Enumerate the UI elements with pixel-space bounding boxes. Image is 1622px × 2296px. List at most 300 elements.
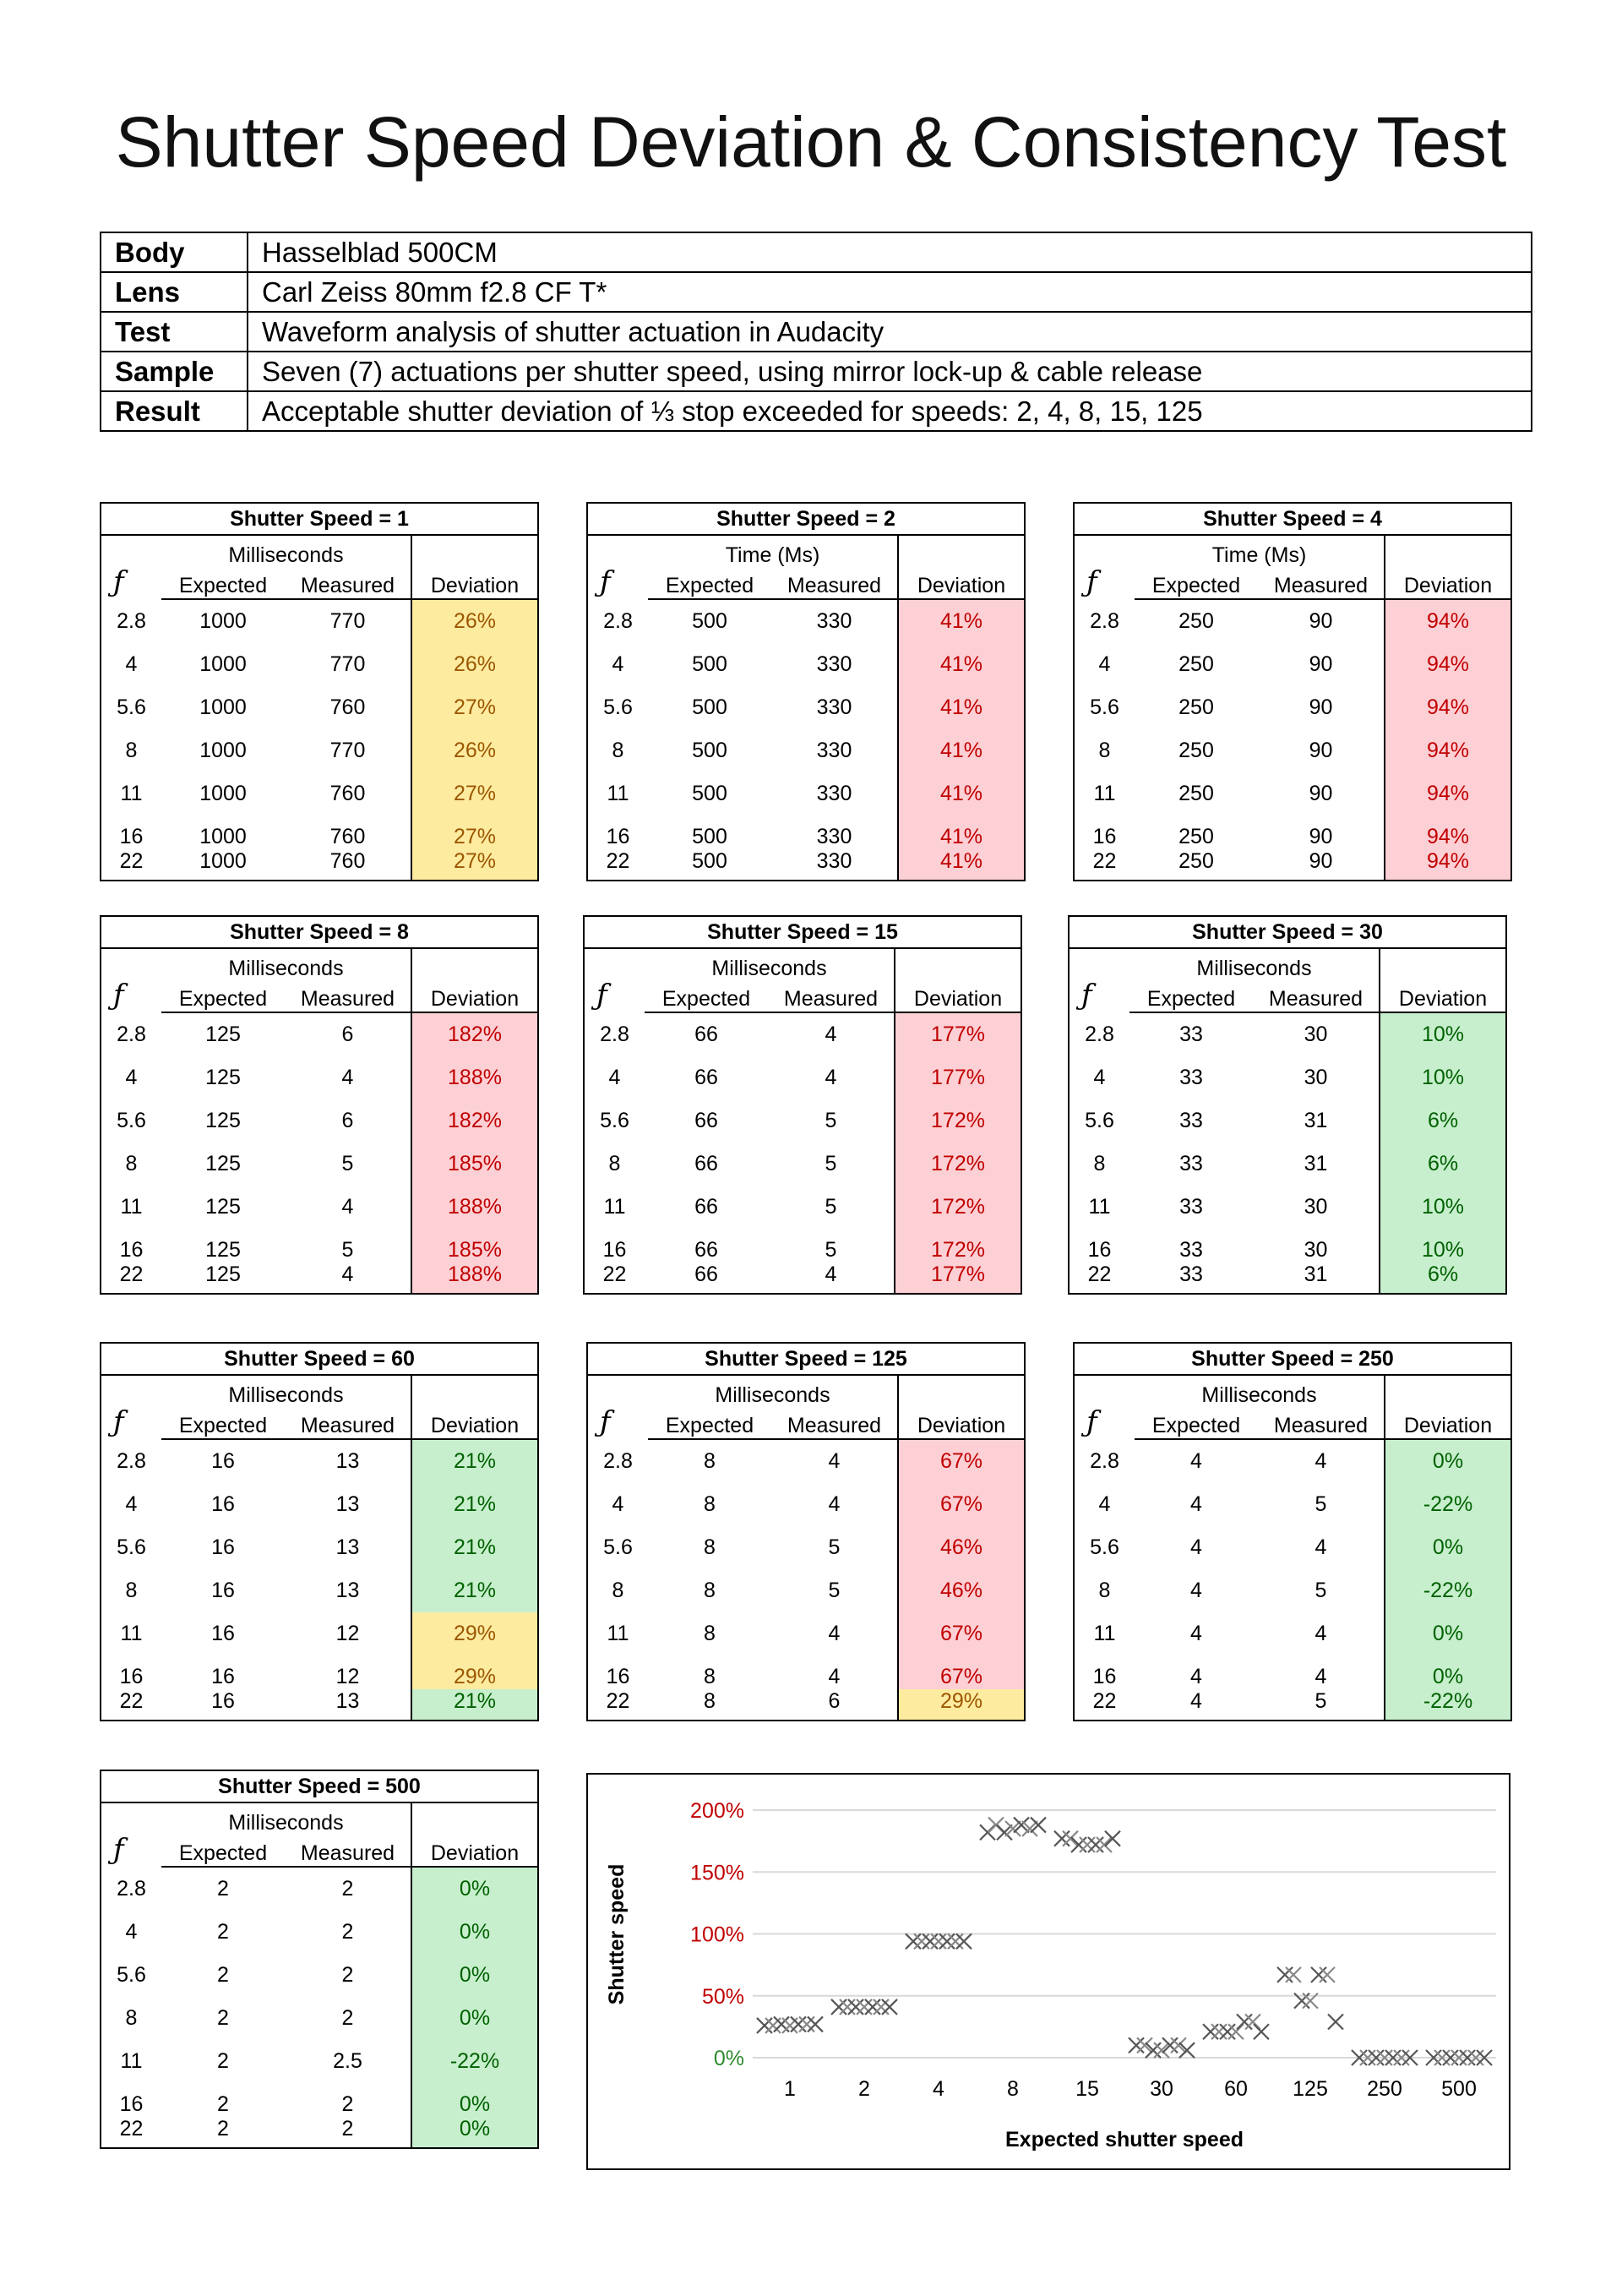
expected-cell: 1000 <box>199 739 247 762</box>
f-stop-cell: 2.8 <box>603 1448 633 1473</box>
expected-cell: 500 <box>692 609 727 633</box>
x-axis-title: Expected shutter speed <box>1004 2128 1244 2151</box>
measured-cell: 90 <box>1309 739 1333 762</box>
expected-cell: 8 <box>704 1665 716 1688</box>
f-stop-cell: 5.6 <box>1090 695 1119 719</box>
table-title: Shutter Speed = 4 <box>1074 503 1511 535</box>
deviation-cell: 94% <box>1385 643 1511 686</box>
expected-cell: 2 <box>217 1877 229 1901</box>
expected-cell: 66 <box>694 1238 718 1262</box>
expected-cell: 500 <box>692 652 727 676</box>
data-point-marker <box>923 1933 938 1949</box>
deviation-cell: 27% <box>411 815 538 849</box>
f-stop-cell: 16 <box>119 1238 144 1262</box>
f-stop-cell: 2.8 <box>603 608 633 633</box>
expected-cell: 4 <box>1190 1689 1202 1713</box>
expected-cell: 2 <box>217 1920 229 1944</box>
deviation-cell: 41% <box>898 643 1025 686</box>
measured-cell: 31 <box>1304 1109 1328 1132</box>
deviation-cell: -22% <box>1385 1483 1511 1526</box>
f-stop-cell: 16 <box>602 1238 627 1262</box>
f-stop-cell: 4 <box>125 1920 138 1944</box>
data-point-marker <box>939 1933 955 1949</box>
f-stop-cell: 22 <box>602 1263 627 1286</box>
f-stop-cell: 11 <box>120 782 143 805</box>
data-point-marker <box>1162 2037 1178 2053</box>
expected-cell: 33 <box>1179 1109 1203 1132</box>
measured-cell: 12 <box>335 1622 360 1645</box>
f-stop-cell: 5.6 <box>117 695 146 719</box>
expected-header: Expected <box>161 1835 285 1867</box>
f-stop-cell: 22 <box>119 1689 144 1713</box>
data-point-marker <box>948 1933 963 1949</box>
f-stop-header: ƒ <box>113 1405 124 1439</box>
expected-cell: 1000 <box>199 695 247 719</box>
expected-cell: 250 <box>1178 609 1214 633</box>
deviation-cell: 67% <box>898 1655 1025 1689</box>
expected-cell: 125 <box>205 1109 241 1132</box>
expected-cell: 4 <box>1190 1449 1202 1473</box>
expected-cell: 8 <box>704 1579 716 1602</box>
measured-cell: 760 <box>329 782 366 805</box>
measured-cell: 770 <box>329 609 366 633</box>
f-stop-cell: 8 <box>612 739 624 762</box>
info-key: Lens <box>101 272 248 312</box>
deviation-cell: 185% <box>411 1143 538 1186</box>
deviation-cell: 41% <box>898 729 1025 772</box>
data-point-marker <box>1129 2037 1144 2053</box>
speed-table <box>100 1342 539 1721</box>
measured-cell: 760 <box>329 825 366 848</box>
data-point-marker <box>1171 2037 1186 2053</box>
table-row <box>101 1911 538 1954</box>
expected-cell: 8 <box>704 1535 716 1559</box>
expected-header: Expected <box>1135 1408 1258 1439</box>
measured-cell: 30 <box>1304 1195 1328 1219</box>
expected-cell: 16 <box>211 1492 235 1516</box>
measured-header: Measured <box>771 568 898 599</box>
measured-cell: 2 <box>341 2092 354 2116</box>
f-stop-cell: 2.8 <box>117 1876 146 1901</box>
data-point-marker <box>1286 1967 1301 1982</box>
f-stop-cell: 4 <box>125 1492 138 1516</box>
f-stop-cell: 8 <box>125 1152 138 1175</box>
table-row <box>584 1229 1021 1263</box>
expected-cell: 8 <box>704 1449 716 1473</box>
data-point-marker <box>1237 2015 1252 2030</box>
table-row <box>101 849 538 881</box>
table-row <box>101 1569 538 1612</box>
f-stop-cell: 16 <box>119 825 144 848</box>
table-row <box>1069 1263 1506 1294</box>
info-key: Test <box>101 312 248 352</box>
data-point-marker <box>1311 1967 1326 1982</box>
measured-cell: 4 <box>1314 1665 1327 1688</box>
f-stop-header: ƒ <box>113 1833 124 1867</box>
expected-cell: 16 <box>211 1579 235 1602</box>
data-point-marker <box>1228 2024 1244 2039</box>
data-point-marker <box>1154 2042 1169 2058</box>
info-value: Acceptable shutter deviation of ⅓ stop exceeded for speeds: 2, 4, 8, 15, 125 <box>248 391 1532 431</box>
measured-cell: 90 <box>1309 825 1333 848</box>
measured-cell: 30 <box>1304 1023 1328 1046</box>
measured-cell: 31 <box>1304 1263 1328 1286</box>
measured-cell: 6 <box>828 1689 841 1713</box>
deviation-cell: 27% <box>411 686 538 729</box>
deviation-header: Deviation <box>1385 568 1511 599</box>
expected-cell: 33 <box>1179 1195 1203 1219</box>
table-row <box>587 729 1025 772</box>
f-stop-header: ƒ <box>596 979 607 1012</box>
data-point-marker <box>831 1999 846 2015</box>
info-value: Carl Zeiss 80mm f2.8 CF T* <box>248 272 1532 312</box>
measured-cell: 90 <box>1309 695 1333 719</box>
speed-table <box>1073 1342 1512 1721</box>
f-stop-cell: 4 <box>125 1066 138 1089</box>
data-point-marker <box>1063 1831 1078 1846</box>
info-value: Waveform analysis of shutter actuation in Audacity <box>248 312 1532 352</box>
expected-cell: 125 <box>205 1023 241 1046</box>
measured-header: Measured <box>1253 981 1380 1012</box>
y-tick-label: 100% <box>690 1922 744 1947</box>
measured-cell: 4 <box>1314 1535 1327 1559</box>
f-stop-cell: 8 <box>125 2006 138 2030</box>
info-row-lens <box>101 272 1532 312</box>
deviation-cell: 0% <box>1385 1439 1511 1483</box>
f-stop-cell: 11 <box>1088 1195 1111 1219</box>
measured-cell: 5 <box>828 1535 841 1559</box>
measured-cell: 5 <box>1314 1492 1327 1516</box>
table-row <box>1069 1056 1506 1099</box>
table-row <box>1069 1012 1506 1056</box>
expected-header: Expected <box>1129 981 1253 1012</box>
measured-header: Measured <box>285 568 411 599</box>
measured-cell: 5 <box>341 1152 354 1175</box>
unit-label: Time (Ms) <box>1211 543 1307 567</box>
expected-cell: 125 <box>205 1152 241 1175</box>
expected-cell: 66 <box>694 1023 718 1046</box>
table-row <box>1074 643 1511 686</box>
deviation-cell: 41% <box>898 599 1025 643</box>
expected-cell: 2 <box>217 1963 229 1987</box>
table-title: Shutter Speed = 60 <box>101 1343 538 1375</box>
data-point-marker <box>1320 1967 1335 1982</box>
f-stop-cell: 4 <box>608 1066 621 1089</box>
measured-cell: 330 <box>816 782 852 805</box>
data-point-marker <box>1071 1837 1086 1852</box>
data-point-marker <box>840 1999 855 2015</box>
deviation-chart-svg <box>588 1775 1509 2168</box>
deviation-cell: 27% <box>411 849 538 881</box>
f-stop-cell: 2.8 <box>1090 608 1119 633</box>
measured-header: Measured <box>1258 1408 1385 1439</box>
table-row <box>1074 599 1511 643</box>
x-tick-label: 500 <box>1441 2077 1477 2101</box>
measured-cell: 6 <box>341 1023 354 1046</box>
expected-cell: 4 <box>1190 1665 1202 1688</box>
deviation-cell: 41% <box>898 772 1025 815</box>
x-tick-label: 125 <box>1293 2077 1328 2101</box>
f-stop-cell: 8 <box>1098 1579 1111 1602</box>
f-stop-cell: 11 <box>1093 782 1116 805</box>
table-row <box>584 1143 1021 1186</box>
unit-label: Time (Ms) <box>725 543 820 567</box>
table-title: Shutter Speed = 1 <box>101 503 538 535</box>
data-point-marker <box>874 1999 889 2015</box>
f-stop-cell: 16 <box>606 1665 630 1688</box>
deviation-cell: 6% <box>1380 1143 1506 1186</box>
f-stop-cell: 22 <box>119 849 144 873</box>
deviation-header-spacer <box>1385 1375 1511 1408</box>
deviation-cell: 0% <box>411 1911 538 1954</box>
info-row-body <box>101 232 1532 272</box>
expected-header: Expected <box>648 1408 771 1439</box>
f-stop-cell: 4 <box>1098 652 1111 676</box>
measured-cell: 330 <box>816 739 852 762</box>
deviation-header: Deviation <box>411 1408 538 1439</box>
f-stop-cell: 4 <box>612 652 624 676</box>
unit-label: Milliseconds <box>711 957 827 980</box>
table-row <box>587 1439 1025 1483</box>
data-point-marker <box>1137 2037 1152 2053</box>
measured-cell: 4 <box>341 1066 354 1089</box>
deviation-cell: 21% <box>411 1689 538 1721</box>
expected-cell: 500 <box>692 739 727 762</box>
table-row <box>101 815 538 849</box>
x-tick-label: 1 <box>784 2077 796 2101</box>
deviation-cell: 67% <box>898 1439 1025 1483</box>
measured-cell: 5 <box>825 1195 837 1219</box>
deviation-cell: -22% <box>1385 1569 1511 1612</box>
measured-cell: 760 <box>329 695 366 719</box>
f-stop-cell: 4 <box>1098 1492 1111 1516</box>
f-stop-cell: 8 <box>125 1579 138 1602</box>
deviation-header: Deviation <box>895 981 1021 1012</box>
f-stop-header: ƒ <box>113 979 124 1012</box>
f-stop-cell: 8 <box>125 739 138 762</box>
f-stop-cell: 2.8 <box>1085 1022 1114 1046</box>
table-row <box>101 772 538 815</box>
table-row <box>101 643 538 686</box>
f-stop-cell: 2.8 <box>117 1022 146 1046</box>
f-stop-cell: 11 <box>120 2049 143 2073</box>
deviation-cell: 94% <box>1385 815 1511 849</box>
f-stop-cell: 2.8 <box>117 608 146 633</box>
measured-cell: 31 <box>1304 1152 1328 1175</box>
deviation-cell: 0% <box>1385 1526 1511 1569</box>
expected-cell: 250 <box>1178 739 1214 762</box>
data-point-marker <box>1277 1967 1293 1982</box>
data-point-marker <box>799 2016 814 2031</box>
f-stop-cell: 11 <box>120 1622 143 1645</box>
expected-cell: 2 <box>217 2006 229 2030</box>
measured-cell: 13 <box>335 1492 360 1516</box>
deviation-cell: 10% <box>1380 1056 1506 1099</box>
expected-header: Expected <box>648 568 771 599</box>
y-tick-label: 200% <box>690 1799 744 1823</box>
f-stop-cell: 16 <box>1092 825 1117 848</box>
unit-label: Milliseconds <box>228 957 344 980</box>
table-row <box>1074 686 1511 729</box>
table-row <box>101 729 538 772</box>
table-row <box>1069 1229 1506 1263</box>
expected-header: Expected <box>161 981 285 1012</box>
x-tick-label: 30 <box>1150 2077 1173 2101</box>
measured-cell: 4 <box>1314 1622 1327 1645</box>
measured-cell: 13 <box>335 1689 360 1713</box>
measured-cell: 13 <box>335 1535 360 1559</box>
deviation-cell: 172% <box>895 1099 1021 1143</box>
f-stop-cell: 22 <box>606 1689 630 1713</box>
table-row <box>587 815 1025 849</box>
measured-cell: 4 <box>828 1449 841 1473</box>
expected-header: Expected <box>161 568 285 599</box>
deviation-cell: 21% <box>411 1526 538 1569</box>
x-tick-label: 60 <box>1224 2077 1248 2101</box>
expected-cell: 33 <box>1179 1238 1203 1262</box>
unit-label: Milliseconds <box>228 1383 344 1407</box>
deviation-header-spacer <box>898 1375 1025 1408</box>
deviation-cell: -22% <box>411 2040 538 2083</box>
f-stop-cell: 22 <box>119 2117 144 2141</box>
measured-cell: 13 <box>335 1449 360 1473</box>
table-row <box>101 1099 538 1143</box>
measured-cell: 330 <box>816 825 852 848</box>
deviation-cell: 41% <box>898 849 1025 881</box>
table-row <box>584 1263 1021 1294</box>
data-point-marker <box>1220 2024 1235 2039</box>
f-stop-cell: 2.8 <box>117 1448 146 1473</box>
deviation-cell: 177% <box>895 1012 1021 1056</box>
f-stop-cell: 11 <box>120 1195 143 1219</box>
expected-cell: 2 <box>217 2092 229 2116</box>
f-stop-cell: 4 <box>612 1492 624 1516</box>
table-row <box>101 1229 538 1263</box>
expected-cell: 125 <box>205 1238 241 1262</box>
table-row <box>101 1867 538 1911</box>
data-point-marker <box>1088 1837 1103 1852</box>
expected-cell: 66 <box>694 1195 718 1219</box>
data-point-marker <box>931 1933 946 1949</box>
expected-cell: 8 <box>704 1689 716 1713</box>
expected-cell: 33 <box>1179 1066 1203 1089</box>
table-title: Shutter Speed = 30 <box>1069 916 1506 948</box>
deviation-cell: -22% <box>1385 1689 1511 1721</box>
deviation-cell: 188% <box>411 1056 538 1099</box>
expected-cell: 16 <box>211 1622 235 1645</box>
f-stop-cell: 16 <box>119 1665 144 1688</box>
expected-cell: 250 <box>1178 825 1214 848</box>
data-point-marker <box>757 2018 772 2033</box>
measured-cell: 5 <box>828 1579 841 1602</box>
expected-cell: 2 <box>217 2117 229 2141</box>
speed-table <box>583 915 1022 1295</box>
table-row <box>101 1526 538 1569</box>
table-row <box>101 686 538 729</box>
deviation-cell: 29% <box>411 1655 538 1689</box>
f-stop-cell: 11 <box>1093 1622 1116 1645</box>
table-row <box>101 1997 538 2040</box>
measured-cell: 90 <box>1309 609 1333 633</box>
f-stop-cell: 16 <box>1092 1665 1117 1688</box>
deviation-chart <box>586 1773 1510 2170</box>
table-row <box>587 686 1025 729</box>
f-stop-cell: 22 <box>606 849 630 873</box>
table-row <box>101 1954 538 1997</box>
expected-cell: 500 <box>692 782 727 805</box>
table-title: Shutter Speed = 15 <box>584 916 1021 948</box>
expected-cell: 125 <box>205 1195 241 1219</box>
deviation-header-spacer <box>411 1802 538 1835</box>
table-row <box>587 1526 1025 1569</box>
table-row <box>101 1143 538 1186</box>
table-row <box>101 1012 538 1056</box>
expected-cell: 500 <box>692 695 727 719</box>
expected-cell: 33 <box>1179 1152 1203 1175</box>
deviation-cell: 94% <box>1385 686 1511 729</box>
measured-cell: 770 <box>329 652 366 676</box>
measured-cell: 4 <box>1314 1449 1327 1473</box>
deviation-header-spacer <box>411 948 538 981</box>
measured-cell: 4 <box>341 1195 354 1219</box>
expected-cell: 66 <box>694 1152 718 1175</box>
deviation-cell: 0% <box>411 1867 538 1911</box>
table-title: Shutter Speed = 500 <box>101 1770 538 1802</box>
speed-table <box>586 1342 1026 1721</box>
deviation-header-spacer <box>1385 535 1511 568</box>
expected-cell: 1000 <box>199 825 247 848</box>
f-stop-cell: 8 <box>612 1579 624 1602</box>
expected-cell: 250 <box>1178 782 1214 805</box>
speed-table <box>100 502 539 881</box>
info-key: Result <box>101 391 248 431</box>
table-row <box>101 1612 538 1655</box>
f-stop-header: ƒ <box>1086 565 1097 599</box>
measured-cell: 30 <box>1304 1066 1328 1089</box>
expected-cell: 1000 <box>199 652 247 676</box>
data-point-marker <box>956 1933 972 1949</box>
measured-header: Measured <box>771 1408 898 1439</box>
table-row <box>101 599 538 643</box>
deviation-header: Deviation <box>411 1835 538 1867</box>
data-point-marker <box>808 2016 823 2031</box>
deviation-cell: 41% <box>898 815 1025 849</box>
f-stop-cell: 22 <box>119 1263 144 1286</box>
table-row <box>584 1012 1021 1056</box>
deviation-cell: 29% <box>411 1612 538 1655</box>
measured-cell: 90 <box>1309 782 1333 805</box>
y-tick-label: 50% <box>701 1984 744 2009</box>
f-stop-cell: 2.8 <box>600 1022 629 1046</box>
table-row <box>587 1569 1025 1612</box>
speed-table <box>1073 502 1512 881</box>
deviation-header: Deviation <box>1380 981 1506 1012</box>
expected-cell: 250 <box>1178 652 1214 676</box>
table-row <box>1074 729 1511 772</box>
table-row <box>101 1186 538 1229</box>
deviation-header-spacer <box>411 535 538 568</box>
deviation-header: Deviation <box>898 1408 1025 1439</box>
f-stop-header: ƒ <box>1081 979 1092 1012</box>
data-point-marker <box>1245 2015 1260 2030</box>
measured-cell: 5 <box>825 1238 837 1262</box>
deviation-cell: 94% <box>1385 729 1511 772</box>
deviation-cell: 21% <box>411 1439 538 1483</box>
info-row-result <box>101 391 1532 431</box>
deviation-cell: 6% <box>1380 1099 1506 1143</box>
table-row <box>587 772 1025 815</box>
f-stop-cell: 5.6 <box>117 1963 146 1987</box>
